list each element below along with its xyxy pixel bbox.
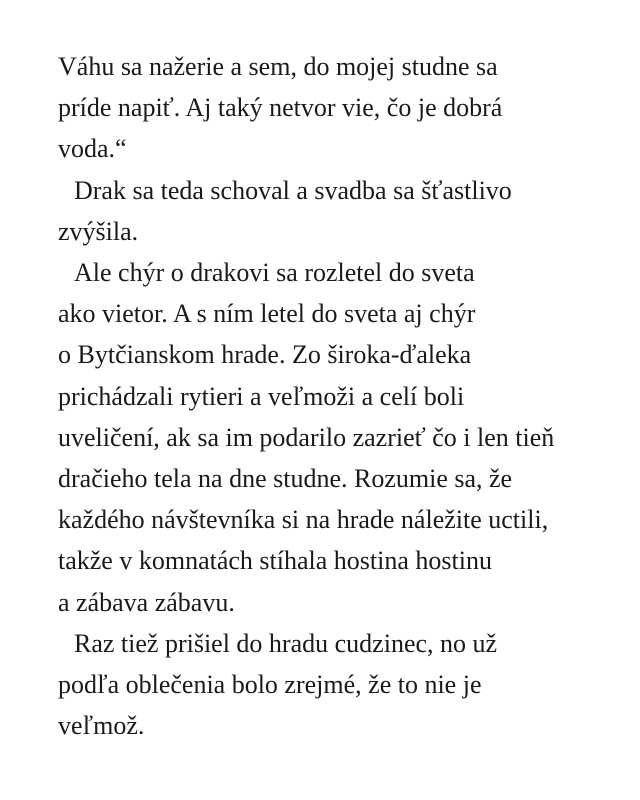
text-line: prichádzali rytieri a veľmoži a celí boli	[58, 381, 465, 411]
text-line: Ale chýr o drakovi sa rozletel do sveta	[74, 258, 475, 288]
text-line: ako vietor. A s ním letel do sveta aj chýr	[58, 299, 476, 329]
text-line: takže v komnatách stíhala hostina hostinu	[58, 546, 492, 576]
text-line: Váhu sa nažerie a sem, do mojej studne sa	[58, 52, 498, 81]
paragraph-4	[58, 623, 600, 747]
text-line: každého návštevníka si na hrade náležite uctili,	[58, 505, 549, 535]
text-line: podľa oblečenia bolo zrejmé, že to nie je	[58, 670, 482, 700]
paragraph-3	[58, 252, 600, 623]
text-line: voda.“	[58, 134, 127, 164]
text-line: o Bytčianskom hrade. Zo široka-ďaleka	[58, 340, 472, 370]
text-line: a zábava zábavu.	[58, 587, 235, 617]
text-line: Raz tiež prišiel do hradu cudzinec, no už	[74, 628, 498, 658]
text-line: Drak sa teda schoval a svadba sa šťastlivo	[74, 175, 512, 205]
text-line: príde napiť. Aj taký netvor vie, čo je dobrá	[58, 93, 503, 123]
paragraph-2	[58, 170, 600, 252]
paragraph-1	[58, 46, 600, 170]
text-line: zvýšila.	[58, 216, 139, 246]
text-line: uveličení, ak sa im podarilo zazrieť čo i len tieň	[58, 422, 555, 452]
text-line: veľmož.	[58, 711, 145, 741]
text-line: dračieho tela na dne studne. Rozumie sa, že	[58, 464, 513, 494]
